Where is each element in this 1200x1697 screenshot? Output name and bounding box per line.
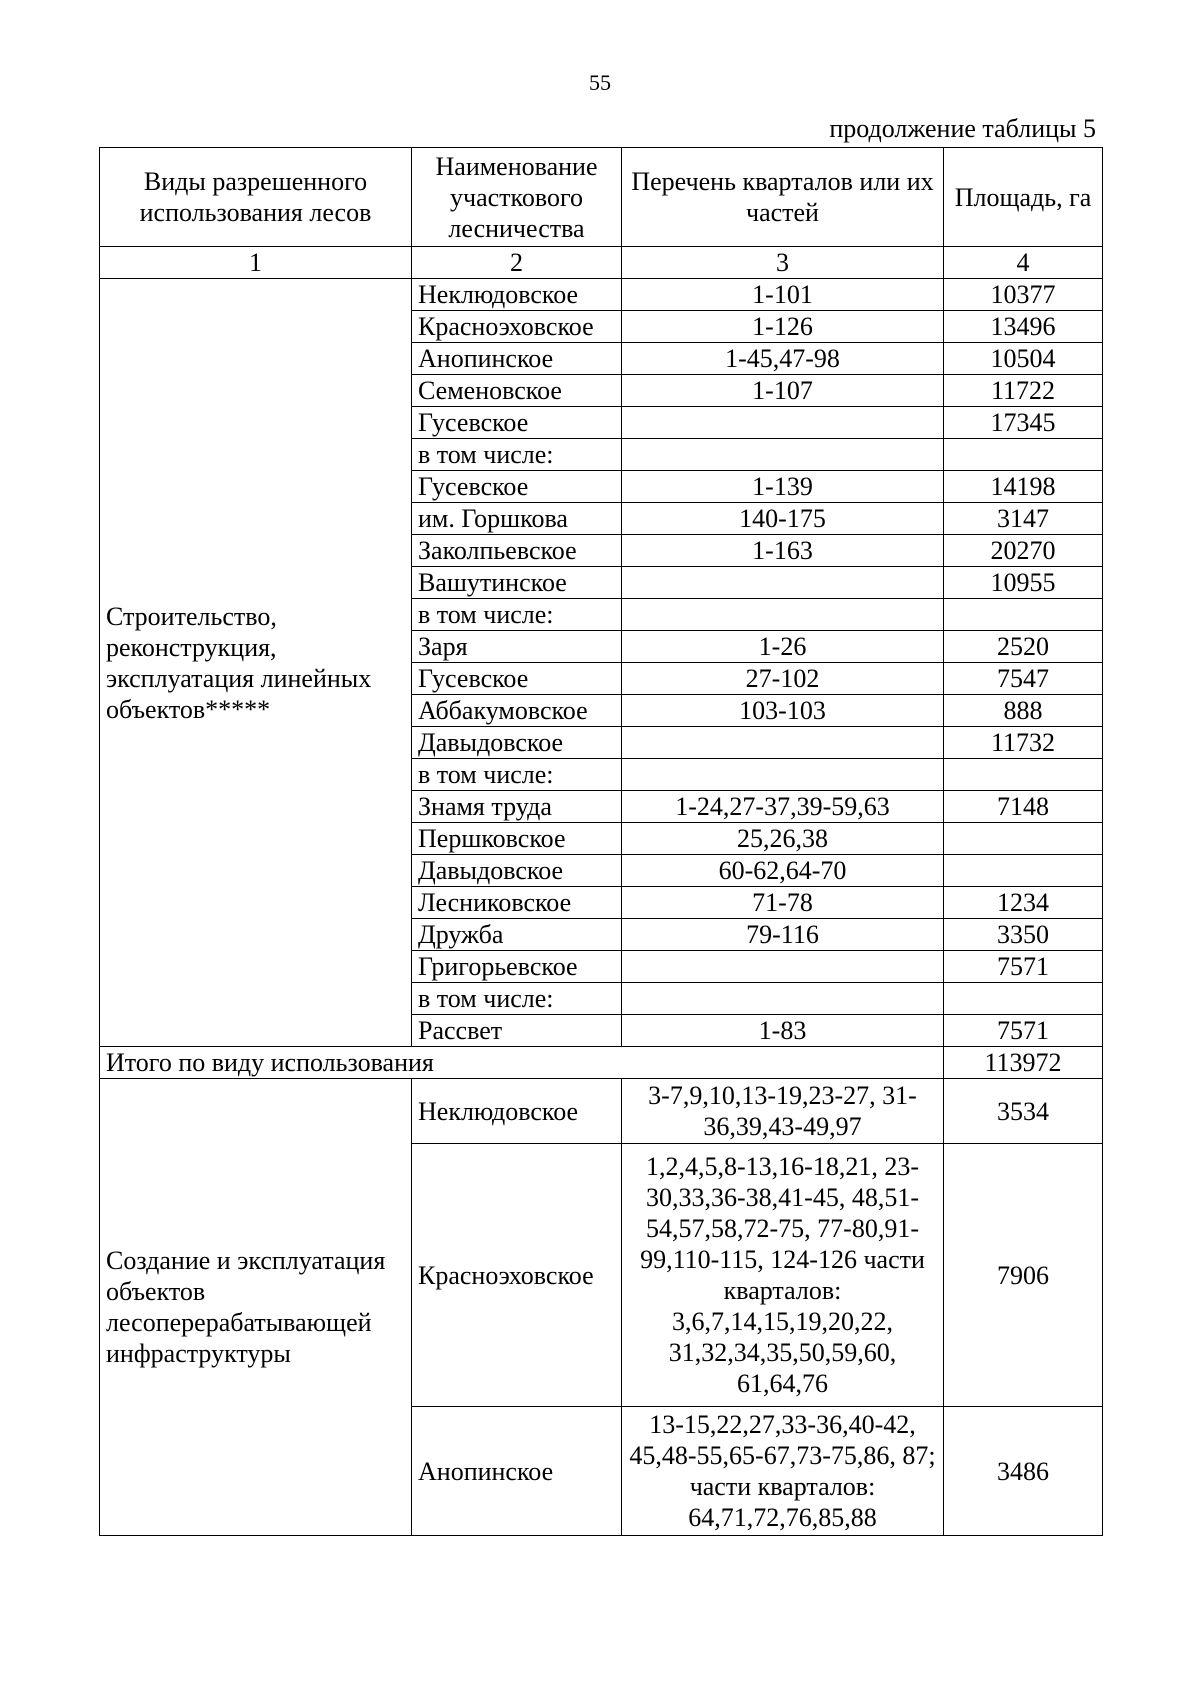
forestry-cell: Заколпьевское <box>412 535 622 567</box>
column-number: 2 <box>412 247 622 279</box>
area-cell: 2520 <box>944 631 1103 663</box>
area-cell: 10955 <box>944 567 1103 599</box>
quarters-cell <box>622 759 944 791</box>
area-cell: 10504 <box>944 343 1103 375</box>
area-cell: 10377 <box>944 279 1103 311</box>
forestry-cell: Давыдовское <box>412 855 622 887</box>
quarters-cell: 1-24,27-37,39-59,63 <box>622 791 944 823</box>
column-number: 4 <box>944 247 1103 279</box>
quarters-cell: 79-116 <box>622 919 944 951</box>
area-cell: 7906 <box>944 1144 1103 1407</box>
area-cell: 7571 <box>944 951 1103 983</box>
quarters-cell: 3-7,9,10,13-19,23-27, 31-36,39,43-49,97 <box>622 1079 944 1144</box>
table-row <box>100 279 1103 311</box>
header-quarters: Перечень кварталов или их частей <box>622 148 944 247</box>
area-cell: 3486 <box>944 1407 1103 1536</box>
column-number: 3 <box>622 247 944 279</box>
quarters-cell: 1-107 <box>622 375 944 407</box>
forestry-cell: Рассвет <box>412 1015 622 1047</box>
forestry-cell: в том числе: <box>412 599 622 631</box>
header-row <box>100 148 1103 247</box>
header-forestry: Наименование участкового лесничества <box>412 148 622 247</box>
quarters-cell: 60-62,64-70 <box>622 855 944 887</box>
forestry-cell: в том числе: <box>412 983 622 1015</box>
area-cell: 888 <box>944 695 1103 727</box>
area-cell: 3534 <box>944 1079 1103 1144</box>
area-cell: 3350 <box>944 919 1103 951</box>
area-cell: 7547 <box>944 663 1103 695</box>
quarters-cell <box>622 727 944 759</box>
forestry-cell: Неклюдовское <box>412 1079 622 1144</box>
quarters-cell: 1-139 <box>622 471 944 503</box>
quarters-cell <box>622 983 944 1015</box>
forestry-cell: Неклюдовское <box>412 279 622 311</box>
forestry-cell: Семеновское <box>412 375 622 407</box>
area-cell <box>944 823 1103 855</box>
total-row <box>100 1047 1103 1079</box>
header-kind: Виды разрешенного использования лесов <box>100 148 412 247</box>
quarters-cell: 103-103 <box>622 695 944 727</box>
forestry-cell: Гусевское <box>412 471 622 503</box>
quarters-cell: 71-78 <box>622 887 944 919</box>
forestry-cell: Лесниковское <box>412 887 622 919</box>
area-cell <box>944 599 1103 631</box>
quarters-cell: 1-126 <box>622 311 944 343</box>
area-cell: 13496 <box>944 311 1103 343</box>
forest-use-table <box>99 147 1103 1536</box>
forestry-cell: Гусевское <box>412 407 622 439</box>
quarters-cell: 1,2,4,5,8-13,16-18,21, 23-30,33,36-38,41-45, 48,51-54,57,58,72-75, 77-80,91-99,110-115, 124-126 части кварталов: 3,6,7,14,15,19,20,22, 31,32,34,35,50,59,60, 61,64,76 <box>622 1144 944 1407</box>
area-cell <box>944 855 1103 887</box>
table-row <box>100 1079 1103 1144</box>
column-number: 1 <box>100 247 412 279</box>
forestry-cell: Красноэховское <box>412 311 622 343</box>
quarters-cell: 13-15,22,27,33-36,40-42, 45,48-55,65-67,73-75,86, 87; части кварталов: 64,71,72,76,85,88 <box>622 1407 944 1536</box>
quarters-cell: 1-83 <box>622 1015 944 1047</box>
quarters-cell: 140-175 <box>622 503 944 535</box>
area-cell <box>944 439 1103 471</box>
quarters-cell: 1-101 <box>622 279 944 311</box>
forestry-cell: Вашутинское <box>412 567 622 599</box>
forestry-cell: Дружба <box>412 919 622 951</box>
area-cell: 3147 <box>944 503 1103 535</box>
area-cell: 17345 <box>944 407 1103 439</box>
forestry-cell: Аббакумовское <box>412 695 622 727</box>
total-label: Итого по виду использования <box>100 1047 944 1079</box>
header-area: Площадь, га <box>944 148 1103 247</box>
use-kind-cell: Создание и эксплуатация объектов лесоперерабатывающей инфраструктуры <box>100 1079 412 1536</box>
forestry-cell: Першковское <box>412 823 622 855</box>
use-kind-cell: Строительство, реконструкция, эксплуатация линейных объектов***** <box>100 279 412 1047</box>
quarters-cell <box>622 599 944 631</box>
quarters-cell: 1-45,47-98 <box>622 343 944 375</box>
area-cell: 11722 <box>944 375 1103 407</box>
area-cell: 7571 <box>944 1015 1103 1047</box>
area-cell: 14198 <box>944 471 1103 503</box>
quarters-cell <box>622 951 944 983</box>
forestry-cell: Григорьевское <box>412 951 622 983</box>
table-caption: продолжение таблицы 5 <box>829 114 1096 143</box>
area-cell: 1234 <box>944 887 1103 919</box>
quarters-cell <box>622 567 944 599</box>
total-value: 113972 <box>944 1047 1103 1079</box>
forestry-cell: Анопинское <box>412 343 622 375</box>
column-number-row <box>100 247 1103 279</box>
area-cell <box>944 759 1103 791</box>
forestry-cell: в том числе: <box>412 439 622 471</box>
quarters-cell <box>622 439 944 471</box>
page-number: 55 <box>589 70 611 95</box>
forestry-cell: им. Горшкова <box>412 503 622 535</box>
quarters-cell: 1-26 <box>622 631 944 663</box>
quarters-cell: 25,26,38 <box>622 823 944 855</box>
area-cell: 7148 <box>944 791 1103 823</box>
forestry-cell: Анопинское <box>412 1407 622 1536</box>
forestry-cell: Красноэховское <box>412 1144 622 1407</box>
quarters-cell <box>622 407 944 439</box>
area-cell: 20270 <box>944 535 1103 567</box>
forestry-cell: Давыдовское <box>412 727 622 759</box>
forestry-cell: Гусевское <box>412 663 622 695</box>
forestry-cell: Заря <box>412 631 622 663</box>
forestry-cell: в том числе: <box>412 759 622 791</box>
quarters-cell: 27-102 <box>622 663 944 695</box>
area-cell <box>944 983 1103 1015</box>
forestry-cell: Знамя труда <box>412 791 622 823</box>
area-cell: 11732 <box>944 727 1103 759</box>
quarters-cell: 1-163 <box>622 535 944 567</box>
